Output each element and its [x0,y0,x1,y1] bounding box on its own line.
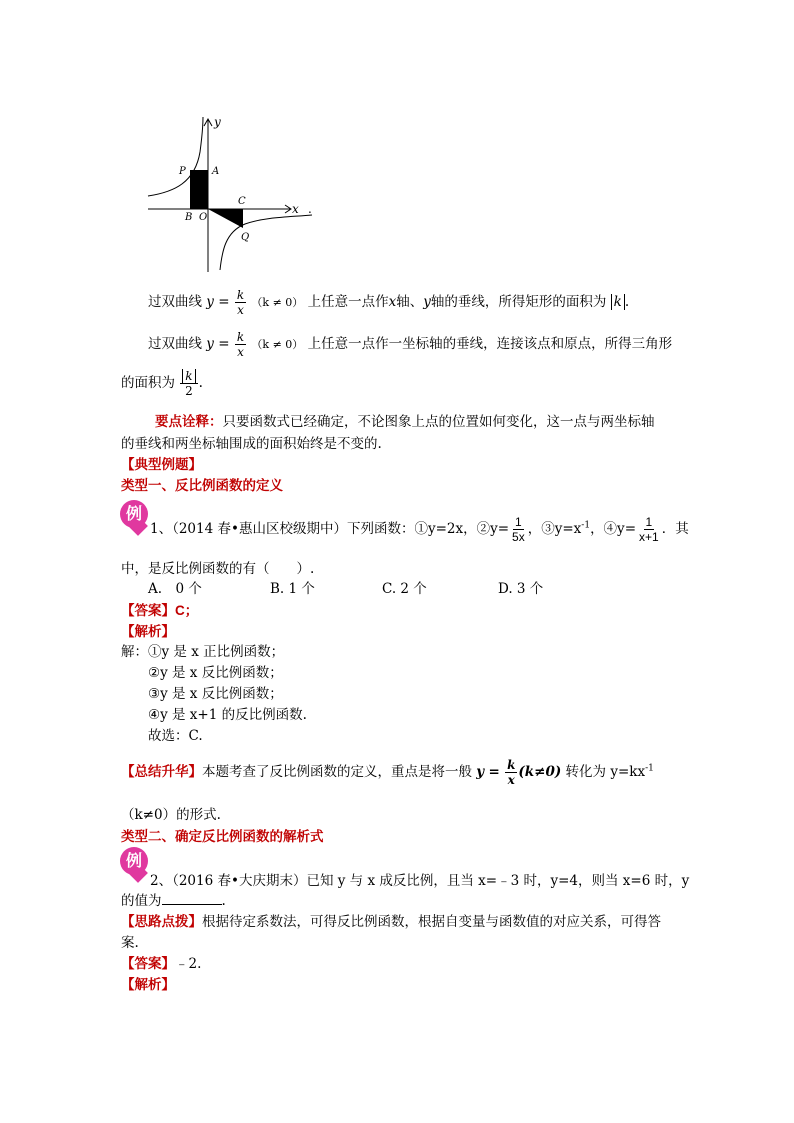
example-badge-1: 例 [120,500,148,528]
type-2-heading: 类型二、确定反比例函数的解析式 [121,829,324,844]
label-Q: Q [241,232,250,243]
label-C: C [238,196,246,207]
hyperbola-graph [140,112,320,277]
hint-2: 【思路点拨】根据待定系数法，可得反比例函数，根据自变量与函数值的对应关系，可得答 [121,914,661,930]
question-2: 2、（2016 春•大庆期末）已知 y 与 x 成反比例，且当 x=﹣3 时，y=4，则当 x=6 时，y [150,873,690,889]
analysis-2-label: 【解析】 [121,977,175,992]
shaded-rectangle [190,170,208,209]
question-1-line2: 中，是反比例函数的有（ ）. [121,561,315,577]
solution-line2: ②y 是 x 反比例函数； [148,665,283,681]
solution-line4: ④y 是 x+1 的反比例函数. [148,707,307,723]
solution-line5: 故选：C. [148,728,203,744]
answer-blank [162,892,222,905]
answer-1: 【答案】C； [121,603,199,618]
rule-1: 过双曲线 y = $\frac{k}{x}$ （k ≠ 0） 上任意一点作x轴、y轴的垂线，所得矩形的面积为 k . [148,288,630,317]
option-b: B. 1 个 [270,581,315,597]
question-2-line2: 的值为 . [121,893,226,909]
label-x: x [292,202,299,216]
label-y: y [214,115,221,129]
summary-line2: （k≠0）的形式. [121,807,221,823]
shaded-triangle [208,209,243,228]
label-P: P [179,166,186,177]
keypoint-line2: 的垂线和两坐标轴围成的面积始终是不变的. [121,436,382,452]
hyperbola-right-branch [220,215,312,270]
label-A: A [212,166,220,177]
summary: 【总结升华】本题考查了反比例函数的定义，重点是将一般 y = $\frac{k}{x}$ (k≠0) 转化为 $y=kx^{-1}$ [121,758,654,787]
label-dot: . [308,202,312,216]
rule-2: 过双曲线 y = $\frac{k}{x}$ （k ≠ 0） 上任意一点作一坐标轴的垂线，连接该点和原点，所得三角形 [148,330,673,359]
solution-line1: 解：①y 是 x 正比例函数； [121,644,285,660]
keypoint-line1: 要点诠释：只要函数式已经确定，不论图象上点的位置如何变化，这一点与两坐标轴 [155,414,655,430]
rule-2-line2: 的面积为 $\frac{k}{2}$ . [121,369,203,398]
hint-2-line2: 案. [121,935,139,951]
option-c: C. 2 个 [382,581,427,597]
type-1-heading: 类型一、反比例函数的定义 [121,478,283,493]
solution-line3: ③y 是 x 反比例函数； [148,686,283,702]
option-d: D. 3 个 [498,581,544,597]
question-1: 1、（2014 春•惠山区校级期中）下列函数：①y=2x，②y= $\frac{1}{5x}$ ，$③y=x^{-1}$，④y= $\frac{1}{x+1}$ ．其 [150,515,689,544]
label-B: B [185,212,193,223]
section-typical: 【典型例题】 [121,457,202,472]
label-O: O [199,212,208,223]
answer-2: 【答案】﹣2. [121,956,202,972]
example-badge-2: 例 [120,847,148,875]
abs-k: k [611,294,625,310]
analysis-1-label: 【解析】 [121,624,175,639]
option-a: A. 0 个 [148,581,202,597]
